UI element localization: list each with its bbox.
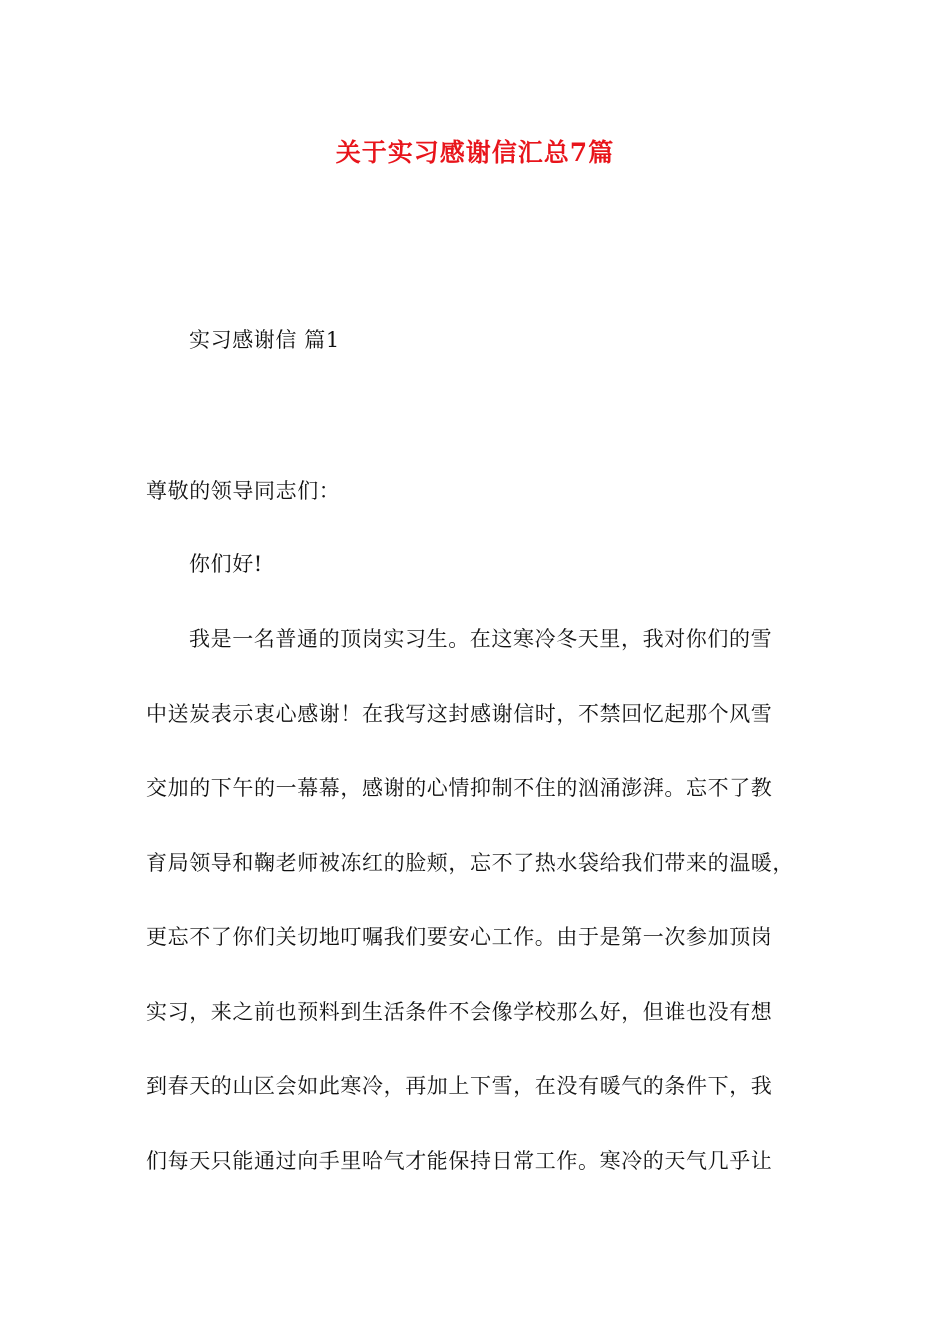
body-line: 更忘不了你们关切地叮嘱我们要安心工作。由于是第一次参加顶岗	[146, 925, 773, 949]
greeting: 你们好!	[189, 552, 263, 576]
body-line: 育局领导和鞠老师被冻红的脸颊，忘不了热水袋给我们带来的温暖，	[146, 851, 794, 875]
body-line: 到春天的山区会如此寒冷，再加上下雪，在没有暖气的条件下，我	[146, 1074, 773, 1098]
body-line: 实习，来之前也预料到生活条件不会像学校那么好，但谁也没有想	[146, 1000, 773, 1024]
salutation: 尊敬的领导同志们：	[146, 479, 341, 503]
section-heading: 实习感谢信 篇1	[189, 328, 340, 352]
body-line: 我是一名普通的顶岗实习生。在这寒冷冬天里，我对你们的雪	[189, 627, 773, 651]
body-line: 交加的下午的一幕幕，感谢的心情抑制不住的汹涌澎湃。忘不了教	[146, 776, 773, 800]
body-line: 们每天只能通过向手里哈气才能保持日常工作。寒冷的天气几乎让	[146, 1149, 773, 1173]
document-title: 关于实习感谢信汇总7篇	[335, 138, 615, 167]
body-line: 中送炭表示衷心感谢！在我写这封感谢信时，不禁回忆起那个风雪	[146, 702, 773, 726]
